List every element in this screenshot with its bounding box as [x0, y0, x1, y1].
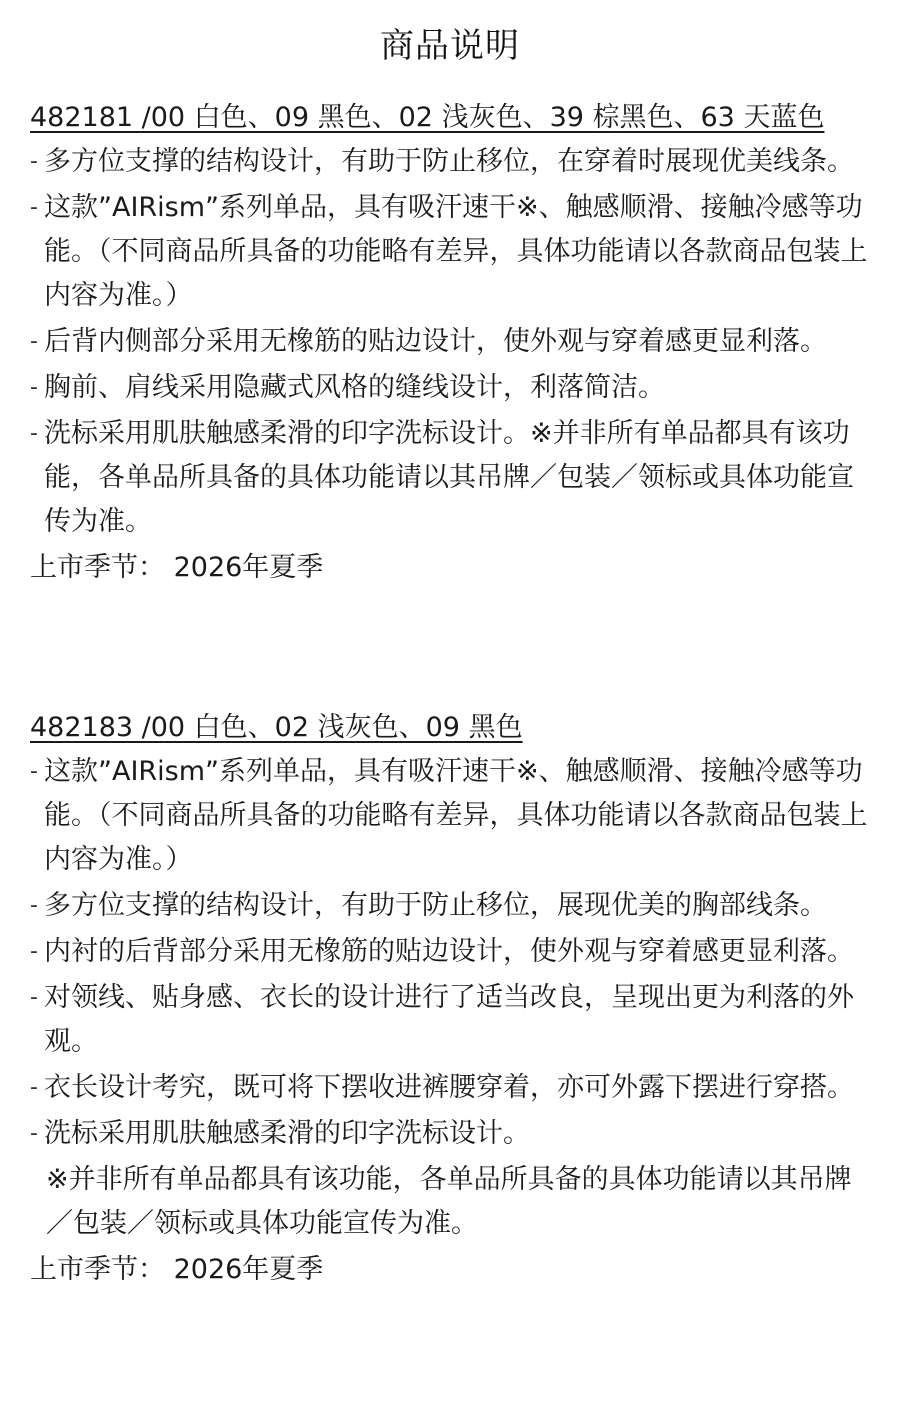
- feature-text: 多方位支撑的结构设计，有助于防止移位，在穿着时展现优美线条。: [44, 146, 854, 177]
- season-value: 2026年夏季: [173, 1254, 324, 1285]
- product-section-482181: [30, 98, 875, 590]
- list-item: [30, 186, 875, 318]
- list-item: [30, 1066, 875, 1110]
- feature-text: 洗标采用肌肤触感柔滑的印字洗标设计。※并非所有单品都具有该功能，各单品所具备的具体功能请以其吊牌／包装／领标或具体功能宣传为准。: [44, 418, 854, 537]
- product-section-482183: [30, 708, 875, 1292]
- dash-bullet: -: [30, 939, 38, 964]
- disclaimer-note: ※并非所有单品都具有该功能，各单品所具备的具体功能请以其吊牌／包装／领标或具体功能宣传为准。: [46, 1164, 852, 1239]
- season-value: 2026年夏季: [173, 552, 324, 583]
- list-item: [30, 976, 875, 1064]
- list-item: [30, 140, 875, 184]
- season-label: 上市季节：: [30, 1254, 165, 1285]
- list-item: [30, 366, 875, 410]
- product-color-heading: 482183 /00 白色、02 浅灰色、09 黑色: [30, 712, 523, 743]
- feature-text: 胸前、肩线采用隐藏式风格的缝线设计，利落简洁。: [44, 372, 665, 403]
- list-item: [30, 750, 875, 882]
- dash-bullet: -: [30, 985, 38, 1010]
- feature-text: 这款”AIRism”系列单品，具有吸汗速干※、触感顺滑、接触冷感等功能。（不同商品所具备的功能略有差异，具体功能请以各款商品包装上内容为准。）: [44, 192, 868, 311]
- dash-bullet: -: [30, 893, 38, 918]
- dash-bullet: -: [30, 1075, 38, 1100]
- feature-text: 多方位支撑的结构设计，有助于防止移位，展现优美的胸部线条。: [44, 890, 827, 921]
- feature-text: 内衬的后背部分采用无橡筋的贴边设计，使外观与穿着感更显利落。: [44, 936, 854, 967]
- dash-bullet: -: [30, 759, 38, 784]
- dash-bullet: -: [30, 149, 38, 174]
- product-color-heading: 482181 /00 白色、09 黑色、02 浅灰色、39 棕黑色、63 天蓝色: [30, 102, 825, 133]
- feature-list: [30, 750, 875, 1156]
- release-season: [30, 1248, 875, 1292]
- feature-text: 后背内侧部分采用无橡筋的贴边设计，使外观与穿着感更显利落。: [44, 326, 827, 357]
- dash-bullet: -: [30, 195, 38, 220]
- list-item: [30, 884, 875, 928]
- release-season: [30, 546, 875, 590]
- page-title: 商品说明: [380, 26, 520, 66]
- feature-list: [30, 140, 875, 544]
- season-label: 上市季节：: [30, 552, 165, 583]
- list-item: [30, 320, 875, 364]
- feature-text: 对领线、贴身感、衣长的设计进行了适当改良，呈现出更为利落的外观。: [44, 982, 854, 1057]
- feature-text: 洗标采用肌肤触感柔滑的印字洗标设计。: [44, 1118, 530, 1149]
- feature-text: 衣长设计考究，既可将下摆收进裤腰穿着，亦可外露下摆进行穿搭。: [44, 1072, 854, 1103]
- feature-text: 这款”AIRism”系列单品，具有吸汗速干※、触感顺滑、接触冷感等功能。（不同商品所具备的功能略有差异，具体功能请以各款商品包装上内容为准。）: [44, 756, 868, 875]
- list-item: [30, 930, 875, 974]
- dash-bullet: -: [30, 421, 38, 446]
- dash-bullet: -: [30, 375, 38, 400]
- list-item: [30, 412, 875, 544]
- dash-bullet: -: [30, 1121, 38, 1146]
- dash-bullet: -: [30, 329, 38, 354]
- list-item: [30, 1112, 875, 1156]
